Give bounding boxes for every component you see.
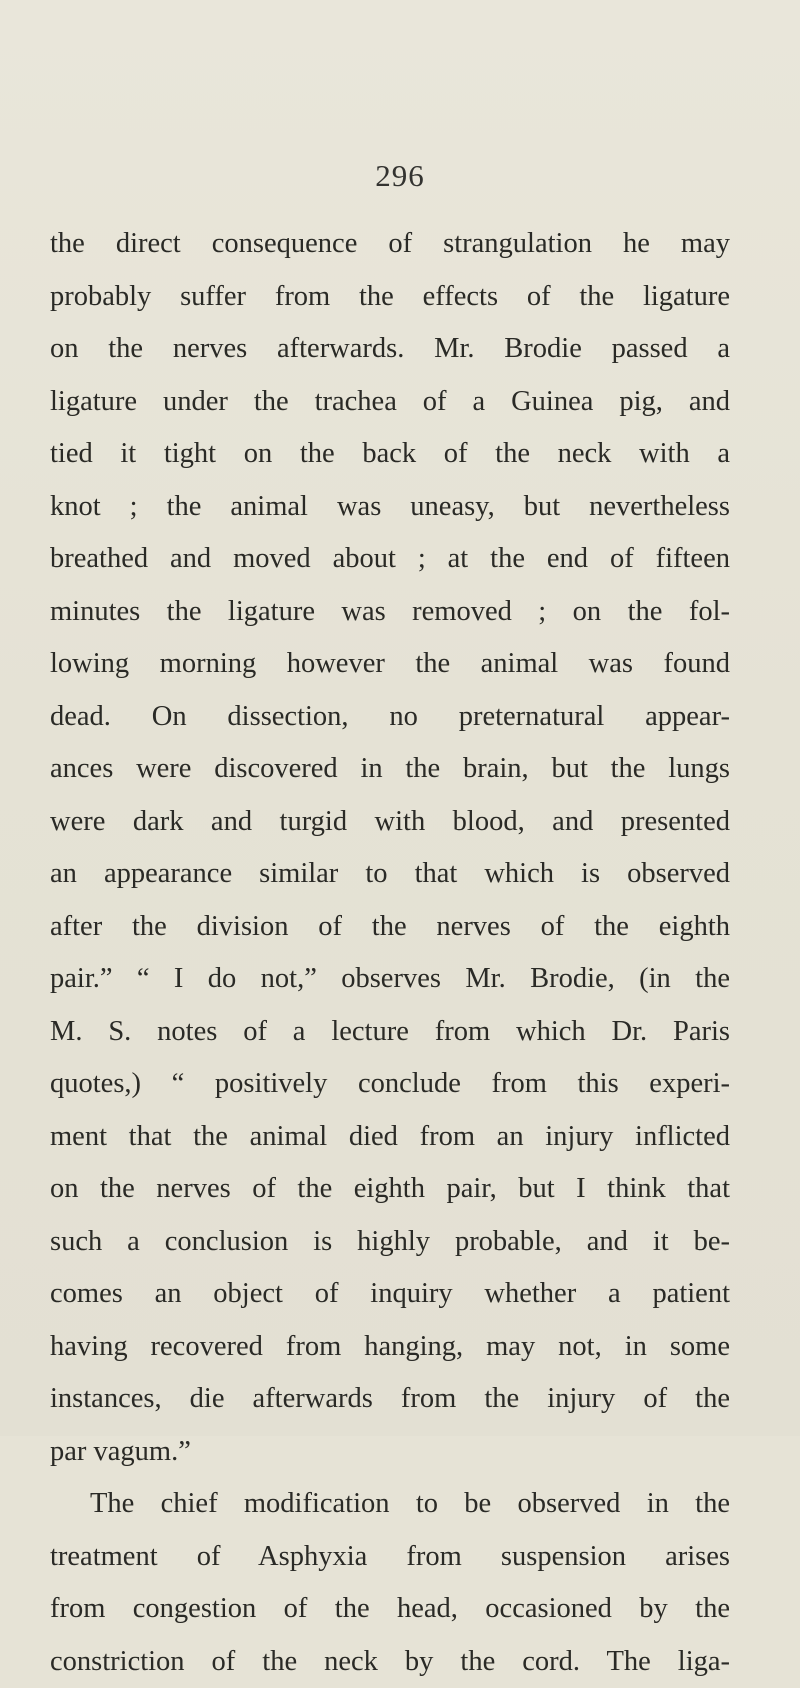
text-line: minutes the ligature was removed ; on the fol-	[50, 586, 730, 639]
text-line: ances were discovered in the brain, but the lungs	[50, 743, 730, 796]
text-line: instances, die afterwards from the injury of the	[50, 1373, 730, 1426]
text-line: having recovered from hanging, may not, in some	[50, 1321, 730, 1374]
text-line: probably suffer from the effects of the ligature	[50, 271, 730, 324]
text-line: an appearance similar to that which is observed	[50, 848, 730, 901]
text-line: treatment of Asphyxia from suspension arises	[50, 1531, 730, 1584]
text-line: dead. On dissection, no preternatural appear-	[50, 691, 730, 744]
text-line: ligature under the trachea of a Guinea pig, and	[50, 376, 730, 429]
text-line: the direct consequence of strangulation he may	[50, 218, 730, 271]
text-line: M. S. notes of a lecture from which Dr. Paris	[50, 1006, 730, 1059]
text-line: after the division of the nerves of the eighth	[50, 901, 730, 954]
text-line: lowing morning however the animal was found	[50, 638, 730, 691]
text-line: quotes,) “ positively conclude from this experi-	[50, 1058, 730, 1111]
text-line: The chief modification to be observed in the	[50, 1478, 730, 1531]
text-line: knot ; the animal was uneasy, but nevertheless	[50, 481, 730, 534]
text-line: comes an object of inquiry whether a patient	[50, 1268, 730, 1321]
body-text	[50, 218, 730, 1688]
text-line: breathed and moved about ; at the end of fifteen	[50, 533, 730, 586]
text-line: ment that the animal died from an injury inflicted	[50, 1111, 730, 1164]
text-line: pair.” “ I do not,” observes Mr. Brodie, (in the	[50, 953, 730, 1006]
text-line: such a conclusion is highly probable, and it be-	[50, 1216, 730, 1269]
text-line: par vagum.”	[50, 1426, 730, 1479]
text-line: were dark and turgid with blood, and presented	[50, 796, 730, 849]
text-line: constriction of the neck by the cord. The liga-	[50, 1636, 730, 1688]
text-line: on the nerves afterwards. Mr. Brodie passed a	[50, 323, 730, 376]
text-line: on the nerves of the eighth pair, but I think that	[50, 1163, 730, 1216]
page-number: 296	[0, 158, 800, 194]
text-line: from congestion of the head, occasioned by the	[50, 1583, 730, 1636]
text-line: tied it tight on the back of the neck with a	[50, 428, 730, 481]
